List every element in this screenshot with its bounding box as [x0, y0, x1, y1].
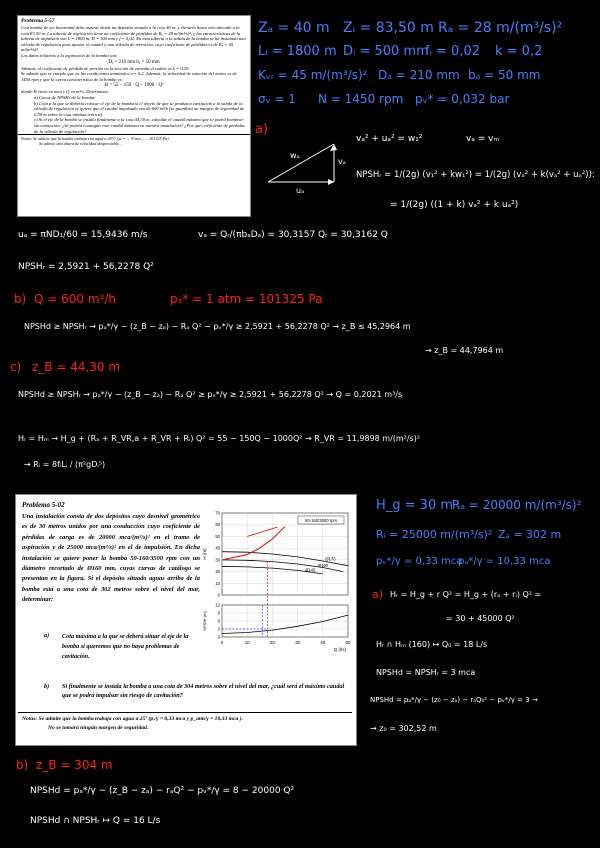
problem-line: Se admite que se cumple que en las condiciones nominales σ = 0,2. Además, la velocidad de rotación del motor es de 1450 rpm y que la curva característica de la bomba es:: [21, 71, 237, 82]
annotation-arrow: [247, 527, 277, 536]
y-tick-label: 30: [215, 557, 220, 563]
eq-velocity-triangle: vₐ² + uₐ² = w₁²: [356, 134, 423, 144]
eq-ua: uₐ = πND₁/60 = 15,9436 m/s: [18, 230, 148, 240]
given-pv2: pᵥ*/γ = 0,33 mca: [376, 556, 463, 567]
sol-a-2: = 30 + 45000 Q²: [446, 614, 515, 623]
sol-a-6: → z₀ = 302,52 m: [370, 724, 437, 733]
curve-label: Ø160: [317, 562, 329, 568]
problem-notes: Notas: Se admite que la bomba trabaja con agua a 20°C (pᵥ = ... N·m/s... ... 101325 Pa) Se admite una altura de velocidad despreciable...: [18, 134, 250, 147]
question-item: a) Curva de NPSHr de la bomba.: [34, 94, 96, 100]
y-tick-label: 70: [215, 510, 220, 516]
y-axis-label-top: H (m): [202, 548, 207, 560]
y-tick-label: 9: [217, 610, 220, 616]
given-di: Dᵢ = 500 mm: [343, 44, 429, 59]
part-b-q: Q = 600 m³/h: [34, 292, 116, 306]
x-tick-label: 40: [320, 640, 326, 645]
series-installation-curve: [222, 527, 285, 560]
sol-a-1: Hᵣ = H_g + r Q² = H_g + (rₐ + rᵢ) Q² =: [390, 590, 542, 599]
problem-title: Problema 5-02: [22, 501, 65, 509]
given-da: Dₐ = 210 mm: [378, 68, 460, 82]
y-tick-label: 3: [217, 626, 220, 632]
problem-values: Dₐ = 210 mm bₐ = 50 mm: [108, 59, 160, 65]
x-tick-label: 50: [345, 640, 351, 645]
given-pv: pᵥ* = 0,032 bar: [415, 92, 510, 106]
eq-part-b-result: → z_B = 44,7964 m: [425, 346, 504, 355]
triangle-label-u: uₐ: [296, 186, 305, 195]
eq-part-c: NPSHd ≥ NPSHᵣ → pₐ*/γ − (z_B − zₐ) − Rₐ Q² ≥ pᵥ*/γ ≥ 2,5921 + 56,2278 Q² → Q = 0,2021 m³/s: [18, 390, 403, 399]
question-b: Si finalmente se instala la bomba a una cota de 304 metros sobre el nivel del mar, ¿cuál será el máximo caudal que se podrá impulsar sin riesgo de cavitación?: [62, 683, 345, 699]
part-c-zb: z_B = 44,30 m: [32, 360, 121, 374]
sol-a-5: NPSHd = pₐ*/γ − (z₀ − zₐ) − rₐQ₀² − pᵥ*/γ = 3 →: [370, 696, 538, 704]
part-b-label: b): [14, 292, 27, 306]
curve-label: Ø145: [305, 567, 316, 573]
sol-b-1: NPSHd = pₐ*/γ − (z_B − zₐ) − rₐQ² − pᵥ*/γ = 8 − 20000 Q²: [30, 786, 295, 796]
legend-text: 50-160/3500 rpm: [305, 517, 337, 523]
x-tick-label: 30: [295, 640, 301, 645]
sol-a-4: NPSHd = NPSHᵣ = 3 mca: [376, 668, 476, 677]
given-n: N = 1450 rpm: [318, 92, 404, 106]
sol-a-label: a): [372, 588, 384, 601]
part-c-label: c): [10, 360, 22, 374]
question-label: a): [44, 632, 50, 639]
x-tick-label: 0: [220, 640, 224, 645]
chart-frame-top: [222, 513, 348, 595]
question-label: b): [44, 683, 50, 690]
problem-5-57-box: [17, 15, 251, 217]
given-li: Lᵢ = 1800 m: [258, 44, 337, 59]
given-za2: Zₐ = 302 m: [498, 528, 562, 541]
given-hg: H_g = 30 m: [376, 498, 454, 513]
question-item: b) Cota a la que se debería colocar el eje de la bomba si el objeto de que se produzca cavitación a la salida de la válvula de regulación se quiere que el caudal impulsado sea de 600 m³/h (se guardará un margen de seguridad de 0,50 m sobre la cota mínima teórica).: [34, 100, 245, 117]
sol-b-2: NPSHd ∩ NPSHᵣ ↦ Q = 16 L/s: [30, 816, 161, 826]
eq-npshr-result: NPSHᵣ = 2,5921 + 56,2278 Q²: [18, 262, 154, 272]
problem-notes: Notas: Se admite que la bomba trabaja con agua a 25º (pᵥ/γ = 0,33 mca y p_atm/γ = 10,33 mca ). No se tomará ningún margen de seguridad.: [18, 712, 352, 735]
problem-line: donde H viene en mca y Q en m³/s. Determinar:: [21, 89, 110, 95]
sol-b-label: b): [16, 758, 29, 772]
eq-npshr-1: NPSHᵣ = 1/(2g) (v₁² + kw₁²) = 1/(2g) (vₐ² + k(vₐ² + uₐ²)):: [356, 170, 595, 180]
part-a-label: a): [255, 122, 269, 137]
given-ra: Rₐ = 28 m/(m³/s)²: [438, 20, 563, 36]
problem-line: Los datos relativos a la aspiración de la bomba son:: [21, 52, 118, 58]
y-tick-label: 40: [215, 545, 220, 551]
given-zi: Zᵢ = 83,50 m: [343, 20, 434, 36]
given-ba: bₐ = 50 mm: [468, 68, 541, 82]
eq-part-b: NPSHd ≥ NPSHᵣ → pₐ*/γ − (z_B − zₐ) − Rₐ Q² − pᵥ*/γ ≥ 2,5921 + 56,2278 Q² → z_B ≤ 45,2964 m: [24, 322, 411, 331]
question-item: c) Si el eje de la bomba se instala finalmente a la cota 44,30 m, calcular el caudal máximo que se podrá bombear sin cavitación. ¿Se podría conseguir este caudal máximo en nuestra instalación? ¿Por qué coeficiente de pérdidas de la válvula de regulación?: [34, 117, 245, 134]
question-a: Cota máxima a la que se deberá situar el eje de la bomba si queremos que no haya problemas de cavitación.: [62, 633, 189, 661]
triangle-label-v: vₐ: [338, 157, 346, 166]
x-tick-label: 20: [269, 640, 275, 645]
y-tick-label: 12: [215, 602, 220, 608]
sol-a-3: Hᵣ ∩ Hₘ (160) ↦ Q₀ = 18 L/s: [376, 640, 488, 649]
eq-va-vm: vₐ = vₘ: [466, 134, 500, 144]
pump-curves-chart: [200, 509, 352, 659]
given-sigma: σᵥ = 1: [258, 92, 296, 106]
given-kvr: Kᵥᵣ = 45 m/(m³/s)²: [258, 68, 368, 82]
given-pa2: pₐ*/γ = 10,33 mca: [458, 556, 551, 567]
npshr-curve: [222, 615, 348, 633]
problem-title: Problema 5-57: [21, 18, 55, 24]
part-b-pa: pₐ* = 1 atm = 101325 Pa: [170, 292, 323, 306]
curve-label: Ø176: [325, 556, 336, 562]
given-ra2: Rₐ = 20000 m/(m³/s)²: [452, 498, 582, 512]
triangle-label-w: wₐ: [290, 151, 300, 160]
problem-statement: Una bomba de eje horizontal debe aspirar desde un depósito situado a la cota 40 m, y elevarlo hasta otro ubicado a la cota 83,50 m. La tubería de aspiración tiene un coeficiente de pérdidas de Rₐ = 28 m/(m³/s)², y las características de la tubería de impulsión son L = 1800 m, D = 500 mm y f = 0,02. En esta tubería a la salida de la bomba se ha instalado una válvula de regulación para ajustar el caudal y una válvula de retención, cuyo coeficiente de pérdidas es de Kᵥ = 45 m/(m³/s)².: [21, 25, 246, 53]
velocity-triangle: [262, 138, 352, 196]
eq-npshr-2: = 1/(2g) ((1 + k) vₐ² + k uₐ²): [390, 200, 519, 210]
y-tick-label: 10: [215, 580, 220, 586]
sol-b-zb: z_B = 304 m: [36, 758, 113, 772]
problem-statement: Una instalación consta de dos depósitos cuyo desnivel geométrico es de 30 metros unidos por una conducción cuyo coeficiente de pérdidas de carga es de 20000 mca/(m³/s)² en el tramo de aspiración y de 25000 mca/(m³/s)² en el de impulsión. En dicha instalación se quiere poner la bomba 50-160/3500 rpm con un diámetro recortado de Ø160 mm, cuyas curvas de catálogo se presentan en la figura. Si el depósito situado aguas arriba de la bomba está a una cota de 302 metros sobre el nivel del mar, determinar:: [22, 513, 200, 604]
problem-line: Además, el coeficiente de pérdida de presión en la sección de entrada al rodete es k = 0,20.: [21, 65, 190, 71]
y-tick-label: 0: [217, 634, 220, 640]
y-tick-label: 20: [215, 569, 220, 575]
y-tick-label: 0: [217, 592, 220, 598]
y-tick-label: 50: [215, 533, 220, 539]
eq-va: vₐ = Qᵣ/(πbₐDₐ) = 30,3157 Qᵣ = 30,3162 Q: [198, 230, 388, 240]
eq-part-c-2: Hᵣ = Hₘ → H_g + (Rₐ + R_VR,a + R_VR + Rᵢ) Q² = 55 − 150Q − 1000Q² → R_VR = 11,9898 m/(m³/s)²: [18, 434, 421, 443]
y-tick-label: 6: [217, 618, 220, 624]
x-tick-label: 10: [244, 640, 250, 645]
problem-5-02-box: [15, 494, 357, 746]
y-axis-label-bottom: NPSHr (m): [202, 611, 207, 631]
given-za: Zₐ = 40 m: [258, 20, 330, 36]
pump-curve-equation: H = 55 − 150 · Q − 1000 · Q²: [104, 83, 164, 89]
eq-part-c-3: → Rᵢ = 8fᵢLᵢ / (π²gDᵢ⁵): [24, 460, 106, 469]
given-ri2: Rᵢ = 25000 m/(m³/s)²: [376, 528, 493, 541]
x-axis-label: Q (l/s): [333, 647, 346, 652]
given-k: k = 0,2: [495, 44, 543, 59]
given-fi: fᵢ = 0,02: [425, 44, 481, 59]
y-tick-label: 60: [215, 522, 220, 528]
